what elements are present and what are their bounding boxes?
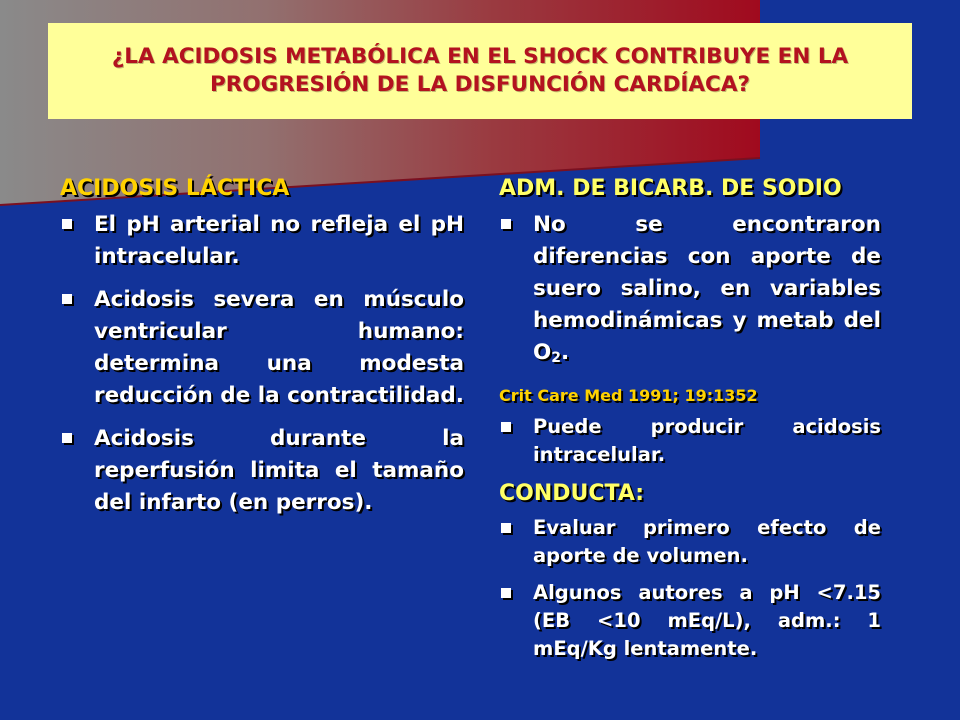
list-item-text: Evaluar primero efecto de aporte de volumen. (533, 516, 881, 567)
conducta-heading: CONDUCTA: (499, 481, 645, 506)
conducta-list (499, 514, 881, 663)
list-item (60, 423, 464, 519)
citation: Crit Care Med 1991; 19:1352 (499, 386, 758, 405)
title-line-1: ¿LA ACIDOSIS METABÓLICA EN EL SHOCK CONTRIBUYE EN LA (111, 44, 849, 69)
list-item-text: Algunos autores a pH <7.15 (EB <10 mEq/L), adm.: 1 mEq/Kg lentamente. (533, 581, 881, 660)
list-item (499, 579, 881, 663)
list-item-text: El pH arterial no refleja el pH intracelular. (94, 212, 464, 269)
list-item (499, 514, 881, 570)
right-bullet-list (499, 209, 881, 374)
square-bullet-icon (501, 523, 511, 533)
subscript: 2 (551, 350, 562, 366)
list-item (499, 413, 881, 469)
list-item-text: Acidosis severa en músculo ventricular humano: determina una modesta reducción de la contractilidad. (94, 287, 464, 408)
list-item (60, 284, 464, 412)
list-item (60, 209, 464, 273)
list-item-text: Puede producir acidosis intracelular. (533, 415, 881, 466)
right-heading: ADM. DE BICARB. DE SODIO (499, 176, 842, 201)
square-bullet-icon (501, 219, 511, 229)
list-item-text: No se encontraron diferencias con aporte de suero salino, en variables hemodinámicas y metab del O (533, 212, 881, 365)
title-box (48, 23, 912, 119)
list-item-text: Acidosis durante la reperfusión limita el tamaño del infarto (en perros). (94, 426, 464, 515)
square-bullet-icon (62, 219, 72, 229)
square-bullet-icon (501, 422, 511, 432)
right-bullet-list-2 (499, 413, 881, 469)
square-bullet-icon (501, 588, 511, 598)
left-bullet-list (60, 209, 464, 519)
list-item-end: . (561, 340, 570, 365)
left-column (60, 173, 464, 530)
right-column (499, 173, 881, 672)
square-bullet-icon (62, 294, 72, 304)
square-bullet-icon (62, 433, 72, 443)
title-line-2: PROGRESIÓN DE LA DISFUNCIÓN CARDÍACA? (210, 72, 750, 97)
left-heading: ACIDOSIS LÁCTICA (60, 176, 290, 201)
list-item (499, 209, 881, 374)
